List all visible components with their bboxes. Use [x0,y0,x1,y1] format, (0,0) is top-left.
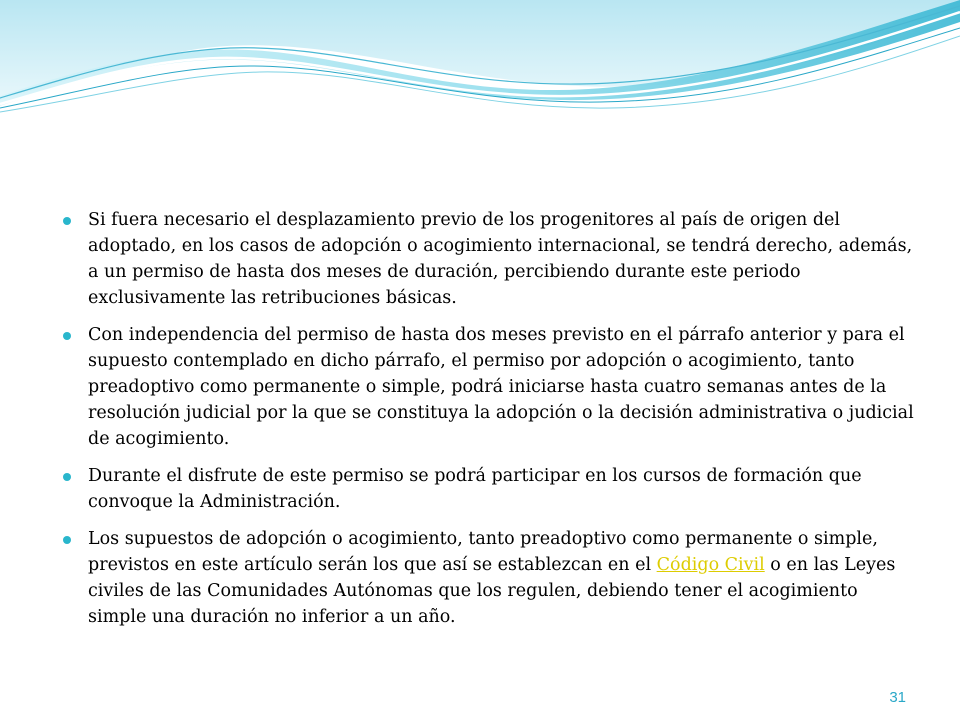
bullet-icon [63,332,71,340]
header-wave-decoration [0,0,960,115]
bullet-text: Si fuera necesario el desplazamiento previo de los progenitores al país de origen del adoptado, en los casos de adopción o acogimiento internacional, se tendrá derecho, además, a un permiso de hasta dos meses de duración, percibiendo durante este periodo exclusivamente las retribuciones básicas. [88,210,913,308]
bullet-icon [63,536,71,544]
bullet-text-before-link: Los supuestos de adopción o acogimiento, tanto preadoptivo como permanente o simple, previstos en este artículo serán los que así se establezcan en el [88,529,878,575]
codigo-civil-link[interactable]: Código Civil [656,555,765,575]
bullet-item [60,463,920,515]
bullet-item [60,526,920,630]
bullet-icon [63,217,71,225]
bullet-text: Con independencia del permiso de hasta dos meses previsto en el párrafo anterior y para el supuesto contemplado en dicho párrafo, el permiso por adopción o acogimiento, tanto preadoptivo como permanente o simple, podrá iniciarse hasta cuatro semanas antes de la resolución judicial por la que se constituya la adopción o la decisión administrativa o judicial de acogimiento. [88,325,914,449]
bullet-item [60,207,920,311]
bullet-text-after-link: o en las Leyes civiles de las Comunidades Autónomas que los regulen, debiendo tener el acogimiento simple una duración no inferior a un año. [88,555,896,627]
bullet-list [60,207,920,630]
page-number: 31 [889,689,906,706]
bullet-item [60,322,920,452]
content-area [60,207,920,641]
bullet-text: Durante el disfrute de este permiso se podrá participar en los cursos de formación que convoque la Administración. [88,466,862,512]
bullet-icon [63,473,71,481]
